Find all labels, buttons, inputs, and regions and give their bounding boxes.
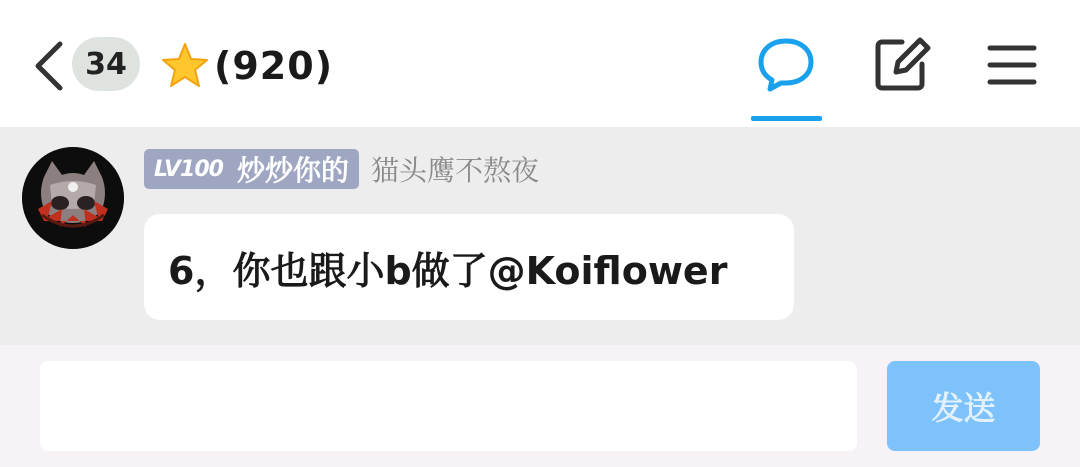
hamburger-menu-icon[interactable] [982, 34, 1042, 94]
level-badge: LV100 [154, 156, 223, 182]
unread-count-badge[interactable]: 34 [72, 37, 140, 91]
avatar-image [22, 147, 124, 249]
top-bar [0, 0, 1080, 127]
level-group-tag[interactable] [144, 149, 359, 189]
title-text: (920) [214, 44, 334, 88]
speech-bubble-icon[interactable] [756, 34, 816, 94]
message-bubble[interactable] [144, 214, 794, 320]
avatar[interactable] [22, 147, 124, 249]
sender-info [144, 148, 539, 190]
active-tab-indicator [751, 116, 822, 121]
group-title: 炒炒你的 [236, 154, 349, 187]
star-icon [160, 41, 210, 91]
message-text: 6，你也跟小b做了@Koiflower [168, 248, 728, 293]
page-title [160, 36, 333, 96]
message-input[interactable] [40, 361, 857, 451]
edit-square-icon[interactable] [872, 34, 932, 94]
chevron-left-icon[interactable] [30, 38, 70, 94]
sender-nickname[interactable]: 猫头鹰不熬夜 [370, 154, 539, 187]
send-button[interactable]: 发送 [887, 361, 1040, 451]
